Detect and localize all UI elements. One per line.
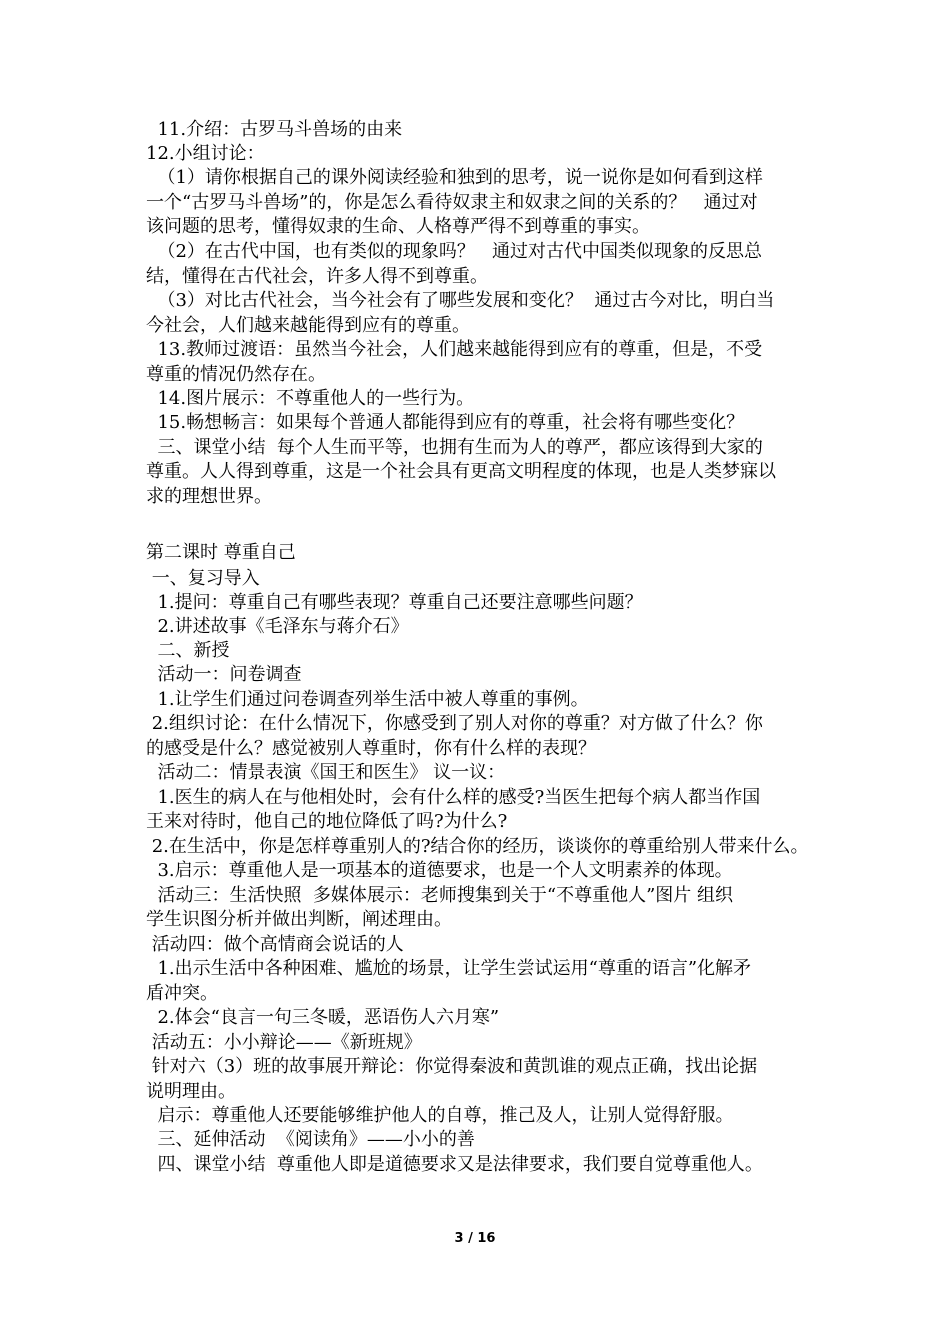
text-line: 14.图片展示：不尊重他人的一些行为。 bbox=[146, 388, 475, 409]
text-line: 三、延伸活动 《阅读角》——小小的善 bbox=[146, 1129, 475, 1150]
text-line: 尊重。人人得到尊重，这是一个社会具有更高文明程度的体现，也是人类梦寐以 bbox=[146, 461, 776, 482]
text-line: 该问题的思考，懂得奴隶的生命、人格尊严得不到尊重的事实。 bbox=[146, 216, 650, 237]
text-line: 王来对待时，他自己的地位降低了吗?为什么? bbox=[146, 811, 508, 832]
text-line: 活动一：问卷调查 bbox=[146, 664, 302, 685]
text-line: 2.组织讨论：在什么情况下，你感受到了别人对你的尊重？对方做了什么？你 bbox=[146, 713, 763, 734]
text-line: 求的理想世界。 bbox=[146, 486, 272, 507]
text-line: 启示：尊重他人还要能够维护他人的自尊，推己及人，让别人觉得舒服。 bbox=[146, 1105, 734, 1126]
text-line: 说明理由。 bbox=[146, 1081, 236, 1102]
text-line: 12.小组讨论： bbox=[146, 143, 265, 164]
text-line: 三、课堂小结 每个人生而平等，也拥有生而为人的尊严，都应该得到大家的 bbox=[146, 437, 763, 458]
text-line: 活动三：生活快照 多媒体展示：老师搜集到关于“不尊重他人”图片 组织 bbox=[146, 885, 734, 906]
text-line: 第二课时 尊重自己 bbox=[146, 542, 296, 563]
text-line: 1.出示生活中各种困难、尴尬的场景，让学生尝试运用“尊重的语言”化解矛 bbox=[146, 958, 752, 979]
text-line: 3.启示：尊重他人是一项基本的道德要求，也是一个人文明素养的体现。 bbox=[146, 860, 733, 881]
text-line: 1.提问：尊重自己有哪些表现？尊重自己还要注意哪些问题？ bbox=[146, 592, 643, 613]
text-line: 2.在生活中，你是怎样尊重别人的?结合你的经历，谈谈你的尊重给别人带来什么。 bbox=[146, 836, 809, 857]
text-line: （3）对比古代社会，当今社会有了哪些发展和变化？ 通过古今对比，明白当 bbox=[146, 290, 775, 311]
text-line: 1.医生的病人在与他相处时，会有什么样的感受?当医生把每个病人都当作国 bbox=[146, 787, 761, 808]
text-line: 活动五：小小辩论——《新班规》 bbox=[146, 1032, 422, 1053]
text-line: 11.介绍：古罗马斗兽场的由来 bbox=[146, 119, 403, 140]
text-line: 二、新授 bbox=[146, 640, 230, 661]
text-line: 针对六（3）班的故事展开辩论：你觉得秦波和黄凯谁的观点正确，找出论据 bbox=[146, 1056, 758, 1077]
page-number: 3 / 16 bbox=[454, 1231, 496, 1246]
text-line: （1）请你根据自己的课外阅读经验和独到的思考，说一说你是如何看到这样 bbox=[146, 167, 763, 188]
text-line: 一个“古罗马斗兽场”的，你是怎么看待奴隶主和奴隶之间的关系的？ 通过对 bbox=[146, 192, 758, 213]
text-line: 学生识图分析并做出判断，阐述理由。 bbox=[146, 909, 452, 930]
text-line: 结，懂得在古代社会，许多人得不到尊重。 bbox=[146, 266, 488, 287]
text-line: 四、课堂小结 尊重他人即是道德要求又是法律要求，我们要自觉尊重他人。 bbox=[146, 1154, 763, 1175]
text-line: 15.畅想畅言：如果每个普通人都能得到应有的尊重，社会将有哪些变化？ bbox=[146, 412, 745, 433]
text-line: 2.讲述故事《毛泽东与蒋介石》 bbox=[146, 616, 409, 637]
text-line: 活动二：情景表演《国王和医生》 议一议： bbox=[146, 762, 506, 783]
text-line: 的感受是什么？感觉被别人尊重时，你有什么样的表现？ bbox=[146, 738, 596, 759]
text-line: （2）在古代中国，也有类似的现象吗？ 通过对古代中国类似现象的反思总 bbox=[146, 241, 763, 262]
text-line: 2.体会“良言一句三冬暖，恶语伤人六月寒” bbox=[146, 1007, 500, 1028]
text-line: 活动四：做个高情商会说话的人 bbox=[146, 934, 404, 955]
text-line: 尊重的情况仍然存在。 bbox=[146, 364, 326, 385]
text-line: 1.让学生们通过问卷调查列举生活中被人尊重的事例。 bbox=[146, 689, 589, 710]
text-line: 13.教师过渡语：虽然当今社会，人们越来越能得到应有的尊重，但是，不受 bbox=[146, 339, 763, 360]
text-line: 盾冲突。 bbox=[146, 983, 218, 1004]
text-line: 今社会，人们越来越能得到应有的尊重。 bbox=[146, 315, 470, 336]
text-line: 一、复习导入 bbox=[146, 568, 260, 589]
